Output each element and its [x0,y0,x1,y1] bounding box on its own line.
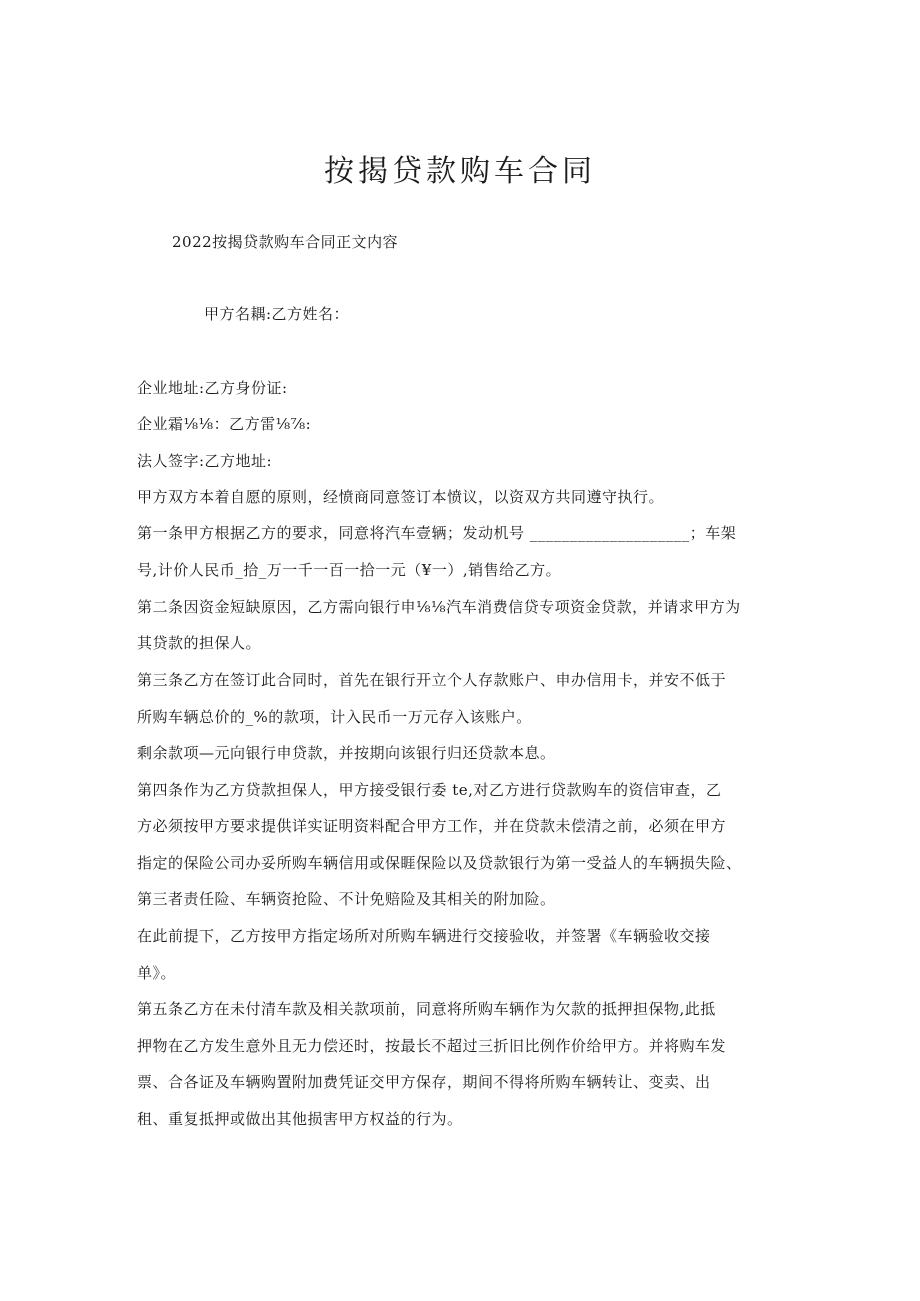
text-line: 甲方双方本着自愿的原则，经愤商同意签订本愤议，以资双方共同遵守执行。 [137,488,665,506]
text-line: 第三条乙方在签订此合同时，首先在银行开立个人存款账户、申办信用卡，并安不低于 [137,671,727,689]
text-line: 单》。 [137,964,177,982]
text-line: 企业霜⅛⅛：乙方雷⅛⅞: [137,415,312,433]
text-line: 指定的保险公司办妥所购车辆信用或保睚保险以及贷款银行为第一受益人的车辆损失险、 [137,854,742,872]
document-subtitle: 2022按揭贷款购车合同正文内容 [172,233,399,251]
text-line: 第二条因资金短缺原因，乙方需向银行申⅛⅛汽车消费信贷专项资金贷款，并请求甲方为 [137,598,741,616]
text-line: 其贷款的担保人。 [137,634,262,652]
text-line: 所购车辆总价的_%的款项，计入民币一万元存入该账户。 [137,708,532,726]
text-line: 第四条作为乙方贷款担保人，甲方接受银行委 te,对乙方进行贷款购车的资信审查，乙 [137,781,722,799]
parties-line: 甲方名耦:乙方姓名： [204,305,350,323]
text-line: 方必须按甲方要求提供详实证明资料配合甲方工作，并在贷款未偿清之前，必须在甲方 [137,817,727,835]
text-line: 第一条甲方根据乙方的要求，同意将汽车壹辆；发动机号 ____________________；车架 [137,524,737,542]
text-line: 剩余款项—元向银行申贷款，并按期向该银行归还贷款本息。 [137,744,556,762]
text-line: 在此前提下，乙方按甲方指定场所对所购车辆进行交接验收，并签署《车辆验收交接 [137,927,711,945]
text-line: 第五条乙方在未付清车款及相关款项前，同意将所购车辆作为欠款的抵押担保物,此抵 [137,1000,716,1018]
text-line: 租、重复抵押或做出其他损害甲方权益的行为。 [137,1110,463,1128]
text-line: 押物在乙方发生意外且无力偿还时，按最长不超过三折旧比例作价给甲方。并将购车发 [137,1037,727,1055]
text-line: 票、合各证及车辆购置附加费凭证交甲方保存，期间不得将所购车辆转让、变卖、出 [137,1073,711,1091]
text-line: 第三者责任险、车辆资抢险、不计免赔险及其相关的附加险。 [137,890,556,908]
text-line: 号,计价人民币_拾_万一千一百一拾一元（¥一）,销售给乙方。 [137,561,562,579]
document-title: 按揭贷款购车合同 [324,154,596,189]
text-line: 企业地址:乙方身份证: [137,379,288,397]
text-line: 法人签字:乙方地址: [137,452,273,470]
